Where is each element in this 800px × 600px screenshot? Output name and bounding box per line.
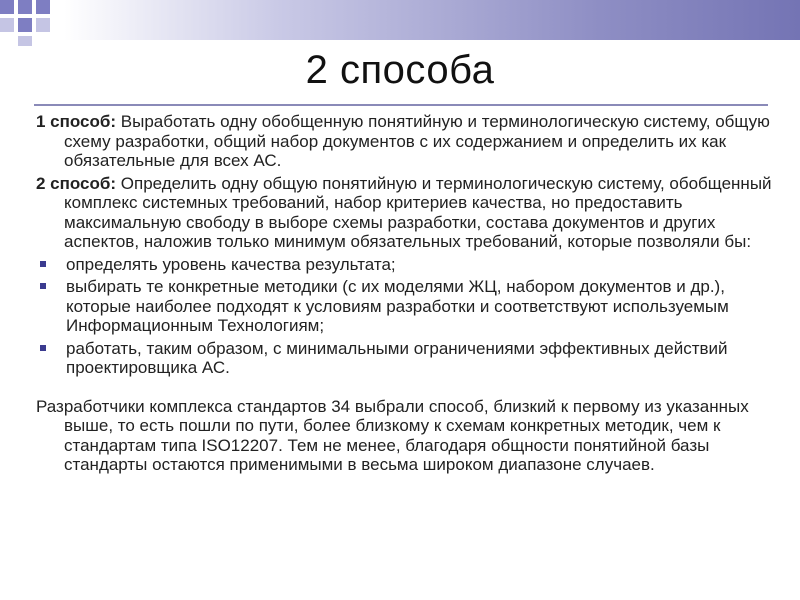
bullet-item (36, 255, 776, 275)
slide-title: 2 способа (305, 48, 495, 92)
way-1-paragraph (36, 112, 776, 171)
decorative-squares (0, 0, 80, 50)
square-bullet-icon (40, 345, 46, 351)
conclusion-paragraph (36, 397, 776, 475)
way-2-paragraph (36, 174, 776, 252)
way-2-label: 2 способ: (36, 173, 117, 193)
bullet-item (36, 277, 776, 336)
bullet-text: работать, таким образом, с минимальными ограничениями эффективных действий проектировщика АС. (66, 338, 728, 377)
square-bullet-icon (40, 283, 46, 289)
bullet-text: выбирать те конкретные методики (с их моделями ЖЦ, набором документов и др.), которые наиболее подходят к условиям разработки и соответствуют используемым Информационным Технологиям; (66, 277, 729, 335)
conclusion-text: Разработчики комплекса стандартов 34 выбрали способ, близкий к первому из указанных выше, то есть пошли по пути, более близкому к схемам конкретных методик, чем к стандартам типа ISO12207. Тем не менее, благодаря общности понятийной базы стандарты остаются применимыми в весьма широком диапазоне случаев. (36, 396, 749, 474)
way-1-label: 1 способ: (36, 112, 117, 131)
header-gradient-band (0, 0, 800, 40)
title-divider (34, 104, 768, 106)
way-2-text: Определить одну общую понятийную и терминологическую систему, обобщенный комплекс системных требований, набор критериев качества, но предоставить максимальную свободу в выборе схемы разработки, состава документов и других аспектов, наложив только минимум обязательных требований, которые позволяли бы: (64, 173, 772, 251)
way-1-text: Выработать одну обобщенную понятийную и терминологическую систему, общую схему разработки, общий набор документов с их содержанием и определить их как обязательные для всех АС. (64, 112, 770, 170)
square-bullet-icon (40, 261, 46, 267)
bullet-item (36, 339, 776, 378)
bullet-text: определять уровень качества результата; (66, 254, 396, 274)
slide-body (36, 112, 776, 478)
